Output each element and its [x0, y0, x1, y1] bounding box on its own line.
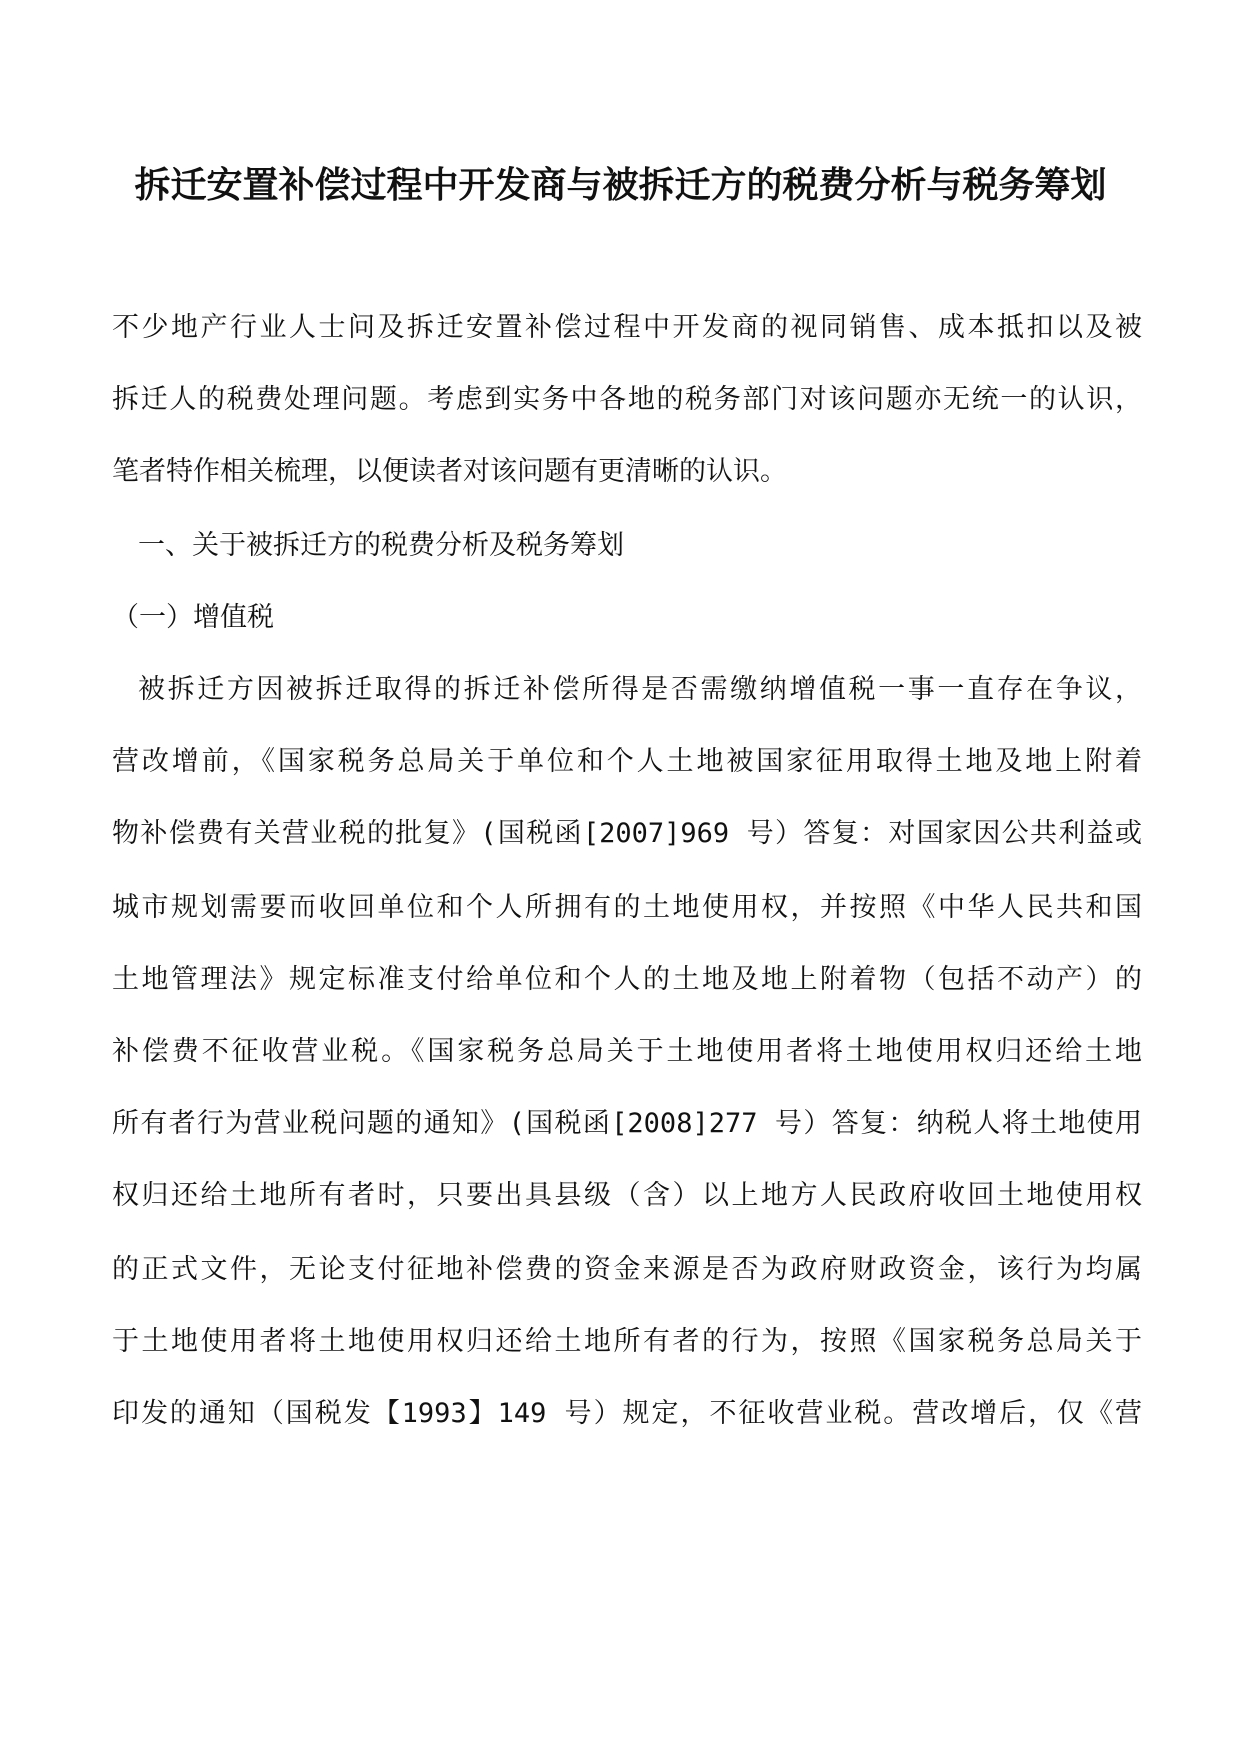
paragraph-line: 城市规划需要而收回单位和个人所拥有的土地使用权，并按照《中华人民共和国	[112, 892, 1142, 923]
subsection-heading: （一）增值税	[112, 602, 274, 633]
paragraph-line: 所有者行为营业税问题的通知》(国税函[2008]277 号）答复：纳税人将土地使用	[112, 1108, 1142, 1139]
paragraph-line: 的正式文件，无论支付征地补偿费的资金来源是否为政府财政资金，该行为均属	[112, 1254, 1142, 1285]
paragraph-line: 补偿费不征收营业税。《国家税务总局关于土地使用者将土地使用权归还给土地	[112, 1036, 1142, 1067]
paragraph-line: 权归还给土地所有者时，只要出具县级（含）以上地方人民政府收回土地使用权	[112, 1180, 1142, 1211]
paragraph-line: 笔者特作相关梳理，以便读者对该问题有更清晰的认识。	[112, 456, 787, 487]
paragraph-line: 印发的通知（国税发【1993】149 号）规定，不征收营业税。营改增后，仅《营	[112, 1398, 1142, 1429]
document-title: 拆迁安置补偿过程中开发商与被拆迁方的税费分析与税务筹划	[134, 164, 1107, 206]
paragraph-line: 营改增前，《国家税务总局关于单位和个人土地被国家征用取得土地及地上附着	[112, 746, 1142, 777]
paragraph-line: 物补偿费有关营业税的批复》(国税函[2007]969 号）答复：对国家因公共利益或	[112, 818, 1142, 849]
paragraph-line: 于土地使用者将土地使用权归还给土地所有者的行为，按照《国家税务总局关于	[112, 1326, 1142, 1357]
paragraph-line: 被拆迁方因被拆迁取得的拆迁补偿所得是否需缴纳增值税一事一直存在争议，	[138, 674, 1142, 705]
paragraph-line: 不少地产行业人士问及拆迁安置补偿过程中开发商的视同销售、成本抵扣以及被	[112, 312, 1142, 343]
paragraph-line: 土地管理法》规定标准支付给单位和个人的土地及地上附着物（包括不动产）的	[112, 964, 1142, 995]
section-heading: 一、关于被拆迁方的税费分析及税务筹划	[138, 530, 624, 561]
paragraph-line: 拆迁人的税费处理问题。考虑到实务中各地的税务部门对该问题亦无统一的认识，	[112, 384, 1142, 415]
